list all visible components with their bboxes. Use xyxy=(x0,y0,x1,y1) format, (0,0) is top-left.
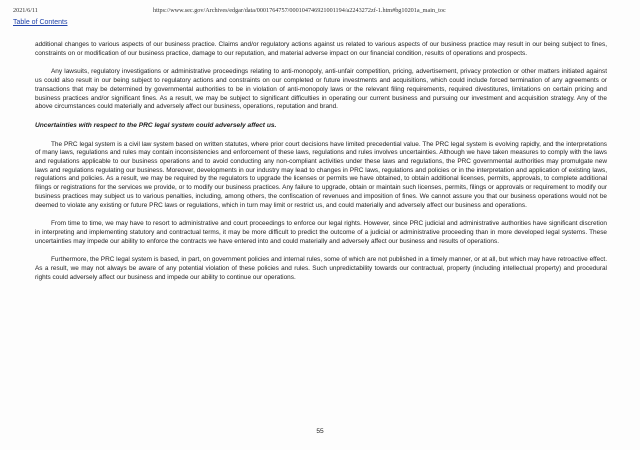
page-number: 55 xyxy=(316,428,324,435)
body-paragraph-government-policies: Furthermore, the PRC legal system is based, in part, on government policies and internal rules, some of which are not published in a timely manner, or at all, but which may have retroactive effect. As a result, we may not always be aware of any potential violation of these policies and rules. Such unpredictability towards our contractual, property (including intellectual property) and procedural rights could adversely affect our business and impede our ability to continue our operations. xyxy=(35,256,607,281)
section-heading: Uncertainties with respect to the PRC legal system could adversely affect us. xyxy=(35,121,277,129)
table-of-contents-link[interactable]: Table of Contents xyxy=(13,19,68,26)
body-paragraph-prc-legal-system: The PRC legal system is a civil law system based on written statutes, where prior court decisions have limited precedential value. The PRC legal system is evolving rapidly, and the interpretations of many laws, regulations and rules may contain inconsistencies and enforcement of these laws, regulations and rules involves uncertainties. Although we have taken measures to comply with the laws and regulations applicable to our business operations and to avoid conducting any non-compliant activities under these laws and regulations, the PRC governmental authorities may promulgate new laws and regulations regulating our business. Moreover, developments in our industry may lead to changes in PRC laws, regulations and policies or in the interpretation and application of existing laws, regulations and policies. As a result, we may be required by the regulators to upgrade the licenses or permits we have obtained, to obtain additional licenses, permits, approvals, to complete additional filings or registrations for the services we provide, or to modify our business practices. Any failure to upgrade, obtain or maintain such licenses, permits, filings or approvals or requirement to modify our business practices may subject us to various penalties, including, among others, the confiscation of revenues and imposition of fines. We cannot assure you that our business operations would not be deemed to violate any existing or future PRC laws or regulations, which in turn may limit or restrict us, and could materially and adversely affect our business and operations. xyxy=(35,140,607,209)
body-paragraph-court-proceedings: From time to time, we may have to resort to administrative and court proceedings to enforce our legal rights. However, since PRC judicial and administrative authorities have significant discretion in interpreting and implementing statutory and contractual terms, it may be more difficult to predict the outcome of a judicial or administrative proceeding than in more developed legal systems. These uncertainties may impede our ability to enforce the contracts we have entered into and could materially and adversely affect our business and results of operations. xyxy=(35,220,607,245)
print-url: https://www.sec.gov/Archives/edgar/data/0001764757/000104746921001194/a2243272zf-1.htm#bg10201a_main_toc xyxy=(153,7,446,14)
print-date: 2021/6/11 xyxy=(13,7,38,14)
body-paragraph-lawsuits: Any lawsuits, regulatory investigations or administrative proceedings relating to anti-monopoly, anti-unfair competition, pricing, advertisement, privacy protection or other matters initiated against us could also result in our being subject to regulatory actions and constraints on our completed or future investments and acquisitions, which could include forced termination of any agreements or transactions that may be determined by governmental authorities to be in violation of anti-monopoly laws or the relevant filing requirements, required divestitures, limitations on certain pricing and business practices and/or significant fines. As a result, we may be subject to significant difficulties in operating our current business and pursuing our investment and acquisition strategy. Any of the above circumstances could materially and adversely affect our business, operations, reputation and brand. xyxy=(35,68,607,111)
print-header xyxy=(13,7,627,17)
body-paragraph-continuation: additional changes to various aspects of our business practice. Claims and/or regulatory actions against us related to various aspects of our business practice may result in our being subject to fines, constraints on or modification of our business practice, damage to our reputation, and material adverse impact on our financial condition, results of operations and prospects. xyxy=(35,41,607,57)
document-body xyxy=(35,41,607,292)
